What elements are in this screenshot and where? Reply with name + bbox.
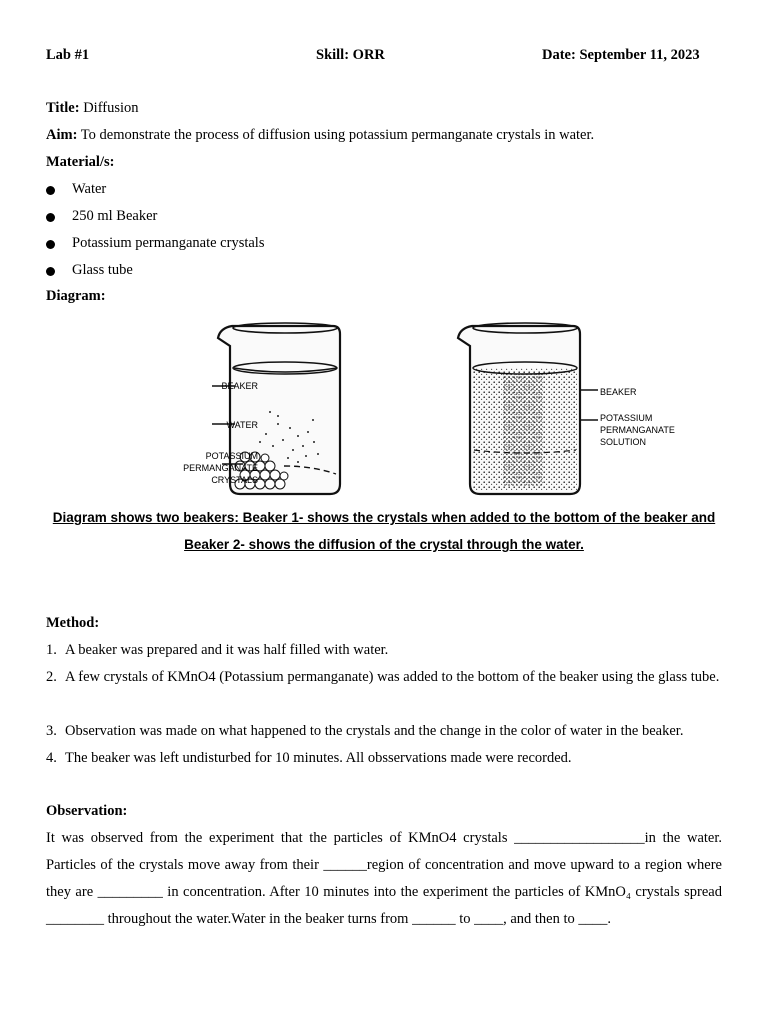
aim-value: To demonstrate the process of diffusion using potassium permanganate crystals in water. <box>80 127 595 143</box>
diagram-heading: Diagram: <box>46 288 106 304</box>
title-label: Title: <box>46 100 80 116</box>
beakers-diagram <box>128 316 675 502</box>
observation-text: It was observed from the experiment that the particles of KMnO4 crystals __________________in the water. Particles of the crystals move away from their ______region of concentration and move upward to a region where they are _________ in concentration. After 10 minutes into the experiment the particles of KMnO₄ crystals spread ________ throughout the water.Water in the beaker turns from ______ to ____, and then to ____. <box>46 830 722 927</box>
water-label: WATER <box>226 420 258 430</box>
diagram-caption: Diagram shows two beakers: Beaker 1- shows the crystals when added to the bottom of the beaker and Beaker 2- shows the diffusion of the crystal through the water. <box>52 510 716 552</box>
aim-line <box>46 127 594 144</box>
crystals-label-line3: CRYSTALS <box>211 475 258 485</box>
bullet-icon <box>46 267 55 276</box>
method-step: 3. Observation was made on what happened to the crystals and the change in the color of water in the beaker. <box>46 723 684 739</box>
materials-heading: Material/s: <box>46 154 115 170</box>
method-step: 2. A few crystals of KMnO4 (Potassium permanganate) was added to the bottom of the beaker using the glass tube. <box>46 669 720 685</box>
bullet-icon <box>46 186 55 195</box>
skill-label: Skill: ORR <box>316 47 385 63</box>
solution-label-line2: PERMANGANATE <box>600 425 675 435</box>
title-line <box>46 100 139 117</box>
method-heading: Method: <box>46 615 100 631</box>
method-step: 1. A beaker was prepared and it was half filled with water. <box>46 642 389 658</box>
beaker-1-label: BEAKER <box>221 381 258 391</box>
beaker-2-label: BEAKER <box>600 387 637 397</box>
date-label: Date: September 11, 2023 <box>542 47 700 63</box>
observation-heading: Observation: <box>46 803 128 819</box>
bullet-icon <box>46 213 55 222</box>
crystals-label-line2: PERMANGANATE <box>183 463 258 473</box>
bullet-icon <box>46 240 55 249</box>
crystals-label-line1: POTASSIUM <box>205 451 258 461</box>
solution-label-line1: POTASSIUM <box>600 413 653 423</box>
title-value: Diffusion <box>83 100 139 116</box>
method-step: 4. The beaker was left undisturbed for 10 minutes. All obsservations made were recorded. <box>46 750 572 766</box>
aim-label: Aim: <box>46 127 78 143</box>
beaker-2 <box>458 323 598 494</box>
lab-number: Lab #1 <box>46 47 90 63</box>
solution-label-line3: SOLUTION <box>600 437 647 447</box>
